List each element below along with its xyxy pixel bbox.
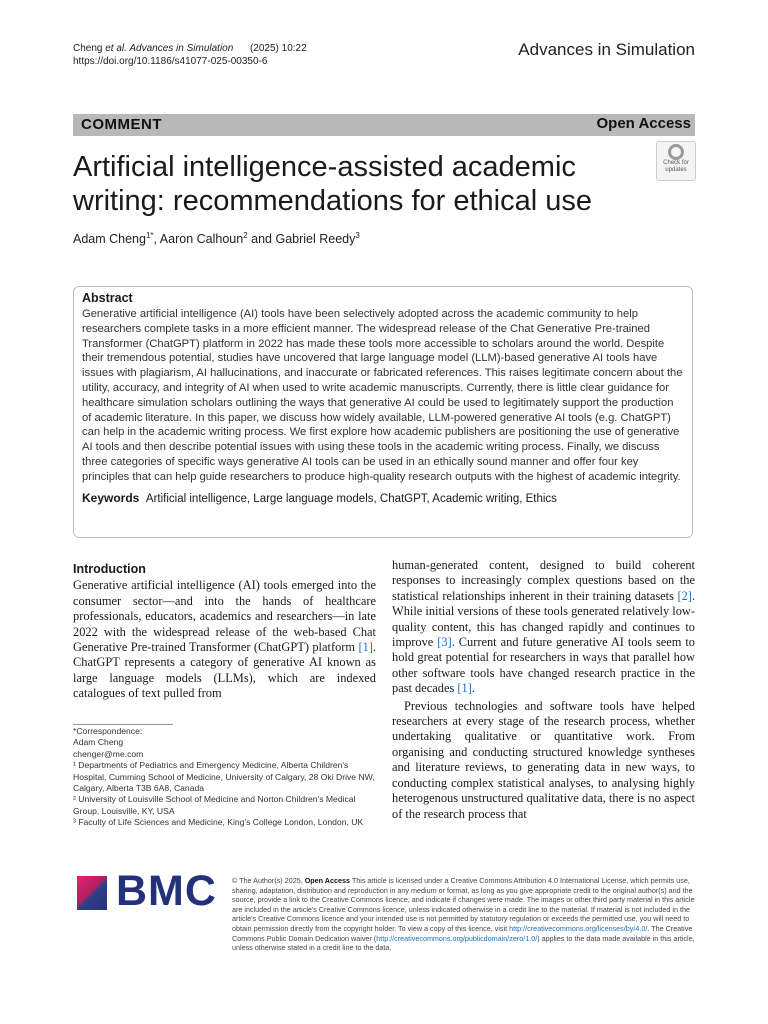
body-paragraph bbox=[73, 578, 376, 701]
footnotes bbox=[73, 726, 376, 829]
check-updates-line1: Check for bbox=[663, 160, 689, 166]
affiliation-2: ² University of Louisville School of Medicine and Norton Children's Medical Group, Louisville, KY, USA bbox=[73, 794, 356, 816]
doi-link[interactable]: https://doi.org/10.1186/s41077-025-00350-6 bbox=[73, 56, 268, 67]
body-text: . While initial versions of these tools generated relatively low-quality content, this has changed rapidly and continues to improve bbox=[392, 588, 695, 650]
body-text: . Current and future generative AI tools seem to hold great potential for researchers in ways that parallel how other software tools have changed research practice in the past decades bbox=[392, 635, 696, 696]
author-list bbox=[73, 231, 360, 246]
citation-journal: et al. Advances in Simulation bbox=[105, 43, 234, 54]
open-access-label: Open Access bbox=[596, 115, 691, 132]
citation-link[interactable]: [1] bbox=[457, 681, 472, 696]
body-text: Generative artificial intelligence (AI) tools emerged into the consumer sector—and into the hands of healthcare professionals, educators, academics and researchers—in late 2022 with the widespread release of the web-based Chat Generative Pre-trained Transformer (ChatGPT) platform bbox=[73, 578, 376, 655]
running-header bbox=[73, 42, 307, 68]
body-paragraph bbox=[392, 558, 695, 697]
author-name[interactable]: Gabriel Reedy bbox=[275, 232, 356, 247]
body-text: human-generated content, designed to build coherent responses to increasingly complex questions based on the statistical relationships inherent in their training datasets bbox=[392, 558, 695, 603]
author-name[interactable]: Aaron Calhoun bbox=[159, 232, 244, 247]
journal-name: Advances in Simulation bbox=[518, 40, 695, 59]
license-text: ) applies to the data made available in this article, unless otherwise stated in a credit line to the data. bbox=[232, 933, 695, 953]
citation-link[interactable]: [2] bbox=[677, 588, 692, 603]
license-open-access: Open Access bbox=[304, 876, 350, 885]
author-affiliation-marker: 2 bbox=[243, 231, 248, 240]
body-column-right bbox=[392, 558, 695, 822]
public-domain-link[interactable]: http://creativecommons.org/publicdomain/zero/1.0/ bbox=[376, 933, 538, 943]
body-text: . ChatGPT represents a category of generative AI known as large language models (LLMs), which are indexed catalogues of text pulled from bbox=[73, 640, 376, 701]
body-paragraph: Previous technologies and software tools have helped researchers at every stage of the research process, whether undertaking qualitative or quantitative work. From organising and conducting structured knowledge syntheses and literature reviews, to generating data in new ways, to conducting complex statistical analyses, to analysing highly heterogenous unstructured qualitative data, there is no aspect of the research process that bbox=[392, 698, 695, 821]
check-for-updates-badge[interactable] bbox=[656, 141, 696, 181]
keywords-label: Keywords bbox=[82, 490, 140, 505]
article-type-bar bbox=[73, 114, 695, 136]
affiliation-1: ¹ Departments of Pediatrics and Emergency Medicine, Alberta Children's Hospital, Cumming School of Medicine, University of Calgary, 28 Oki Drive NW, Calgary, Alberta T3B 6A8, Canada bbox=[73, 760, 375, 794]
license-link[interactable]: http://creativecommons.org/licenses/by/4.0/ bbox=[509, 923, 648, 933]
article-type-label: COMMENT bbox=[81, 116, 162, 133]
author-affiliation-marker: 3 bbox=[355, 231, 360, 240]
author-affiliation-marker: 1* bbox=[145, 231, 154, 240]
bmc-logo-icon bbox=[77, 876, 107, 910]
author-name[interactable]: Adam Cheng bbox=[73, 232, 146, 247]
check-updates-line2: updates bbox=[665, 167, 687, 173]
body-column-left bbox=[73, 562, 376, 702]
license-statement bbox=[232, 876, 697, 953]
correspondence-email[interactable]: chenger@me.com bbox=[73, 748, 144, 759]
citation-link[interactable]: [3] bbox=[437, 635, 452, 650]
citation-year: (2025) 10:22 bbox=[249, 43, 307, 54]
abstract-box bbox=[73, 286, 693, 538]
abstract-heading: Abstract bbox=[82, 291, 133, 305]
footnote-divider bbox=[73, 724, 173, 725]
citation-link[interactable]: [1] bbox=[358, 640, 373, 655]
article-title: Artificial intelligence-assisted academic writing: recommendations for ethical use bbox=[73, 151, 593, 217]
author-separator: and bbox=[247, 232, 276, 247]
abstract-text: Generative artificial intelligence (AI) tools have been selectively adopted across the academic community to help researchers complete tasks in a more efficient manner. The widespread release of the Chat Generative Pre-trained Transformer (ChatGPT) platform in 2022 has made these tools more accessible to scholars around the world. Despite their tremendous potential, studies have uncovered that large language model (LLM)-based generative AI tools have issues with plagiarism, AI hallucinations, and inaccurate or fabricated references. This raises legitimate concern about the utility, accuracy, and integrity of AI when used to write academic manuscripts. Currently, there is little clear guidance for healthcare simulation scholars outlining the ways that generative AI could be used to legitimately support the production of academic literature. In this paper, we discuss how widely available, LLM-powered generative AI tools (e.g. ChatGPT) can help in the academic writing process. We first explore how academic publishers are positioning the use of generative AI tools and then describe potential issues with using these tools in the academic writing process. Finally, we discuss three categories of specific ways generative AI tools can be used in an ethically sound manner and offer four key principles that can help guide researchers to produce high-quality research outputs with the highest of academic integrity. bbox=[82, 308, 683, 483]
correspondence-name: Adam Cheng bbox=[73, 737, 124, 748]
citation-author: Cheng bbox=[73, 43, 106, 54]
author-separator: , bbox=[153, 232, 160, 247]
check-updates-icon bbox=[668, 144, 684, 160]
keywords-line bbox=[82, 491, 684, 505]
bmc-logo-text: BMC bbox=[116, 867, 217, 915]
section-heading-introduction: Introduction bbox=[73, 562, 146, 576]
correspondence-label: *Correspondence: bbox=[73, 726, 143, 736]
body-text: . bbox=[471, 681, 475, 696]
license-text: . The Creative Commons Public Domain Dedication waiver ( bbox=[232, 923, 693, 943]
license-copyright: © The Author(s) 2025. bbox=[232, 876, 305, 885]
license-text: This article is licensed under a Creative Commons Attribution 4.0 International License, which permits use, sharing, adaptation, distribution and reproduction in any medium or format, as long as you give appropriate credit to the original author(s) and the source, provide a link to the Creative Commons licence, and indicate if changes were made. The images or other third party material in this article are included in the article's Creative Commons licence, unless indicated otherwise in a credit line to the material. If material is not included in the article's Creative Commons licence and your intended use is not permitted by statutory regulation or exceeds the permitted use, you will need to obtain permission directly from the copyright holder. To view a copy of this licence, visit bbox=[232, 876, 695, 933]
affiliation-3: ³ Faculty of Life Sciences and Medicine, King's College London, London, UK bbox=[73, 817, 364, 828]
keywords-list: Artificial intelligence, Large language models, ChatGPT, Academic writing, Ethics bbox=[145, 492, 557, 505]
